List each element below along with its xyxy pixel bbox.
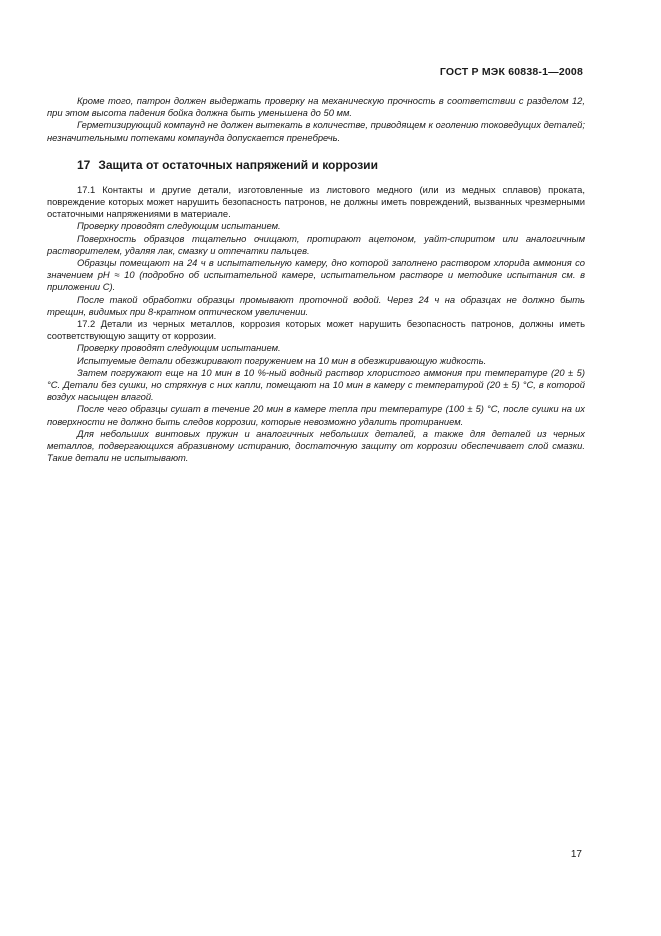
paragraph: Затем погружают еще на 10 мин в 10 %-ный водный раствор хлористого аммония при температуре (20 ± 5) °С. Детали без сушки, но стряхнув с них капли, помещают на 10 мин в камеру с температурой (20 ± 5) °С, в которой воздух насыщен влагой. (47, 366, 585, 403)
paragraph: Кроме того, патрон должен выдержать проверку на механическую прочность в соответствии с разделом 12, при этом высота падения бойка должна быть уменьшена до 50 мм. (47, 95, 585, 119)
intro-block (47, 95, 585, 144)
paragraph: Проверку проводят следующим испытанием. (77, 220, 281, 232)
paragraph: Испытуемые детали обезжиривают погружением на 10 мин в обезжиривающую жидкость. (77, 354, 487, 366)
paragraph: После чего образцы сушат в течение 20 мин в камере тепла при температуре (100 ± 5) °С, после сушки на их поверхности не должно быть следов коррозии, которые невозможно удалить протиранием. (47, 403, 585, 427)
paragraph: Образцы помещают на 24 ч в испытательную камеру, дно которой заполнено раствором хлорида аммония со значением pH ≈ 10 (подробно об испытательной камере, испытательном растворе и методике испытания см. в приложении С). (47, 257, 585, 293)
paragraph: Для небольших винтовых пружин и аналогичных небольших деталей, а также для деталей из черных металлов, подвергающихся абразивному истиранию, достаточную защиту от коррозии обеспечивает слой смазки. Такие детали не испытывают. (47, 427, 585, 464)
section-body (47, 184, 585, 465)
section-title: Защита от остаточных напряжений и коррозии (98, 157, 378, 172)
paragraph: Поверхность образцов тщательно очищают, протирают ацетоном, уайт-спиритом или аналогичным растворителем, удаляя лак, смазку и отпечатки пальцев. (47, 232, 585, 256)
document-body (47, 95, 585, 464)
paragraph: 17.2 Детали из черных металлов, коррозия которых может нарушить безопасность патронов, должны иметь соответствующую защиту от коррозии. (47, 318, 585, 342)
section-number: 17 (77, 157, 91, 172)
paragraph: После такой обработки образцы промывают проточной водой. Через 24 ч на образцах не должно быть трещин, видимых при 8-кратном оптическом увеличении. (47, 293, 585, 317)
paragraph: Герметизирующий компаунд не должен вытекать в количестве, приводящем к оголению токоведущих деталей; незначительными потеками компаунда допускается пренебречь. (47, 119, 585, 143)
paragraph: Проверку проводят следующим испытанием. (77, 342, 281, 354)
section-heading (77, 158, 585, 172)
document-header: ГОСТ Р МЭК 60838-1—2008 (439, 66, 583, 78)
page-number: 17 (570, 849, 582, 860)
paragraph: 17.1 Контакты и другие детали, изготовленные из листового медного (или из медных сплавов) проката, повреждение которых может нарушить безопасность патронов, не должны иметь повреждений, вызванных чрезмерными остаточными напряжениями в материале. (47, 183, 585, 220)
